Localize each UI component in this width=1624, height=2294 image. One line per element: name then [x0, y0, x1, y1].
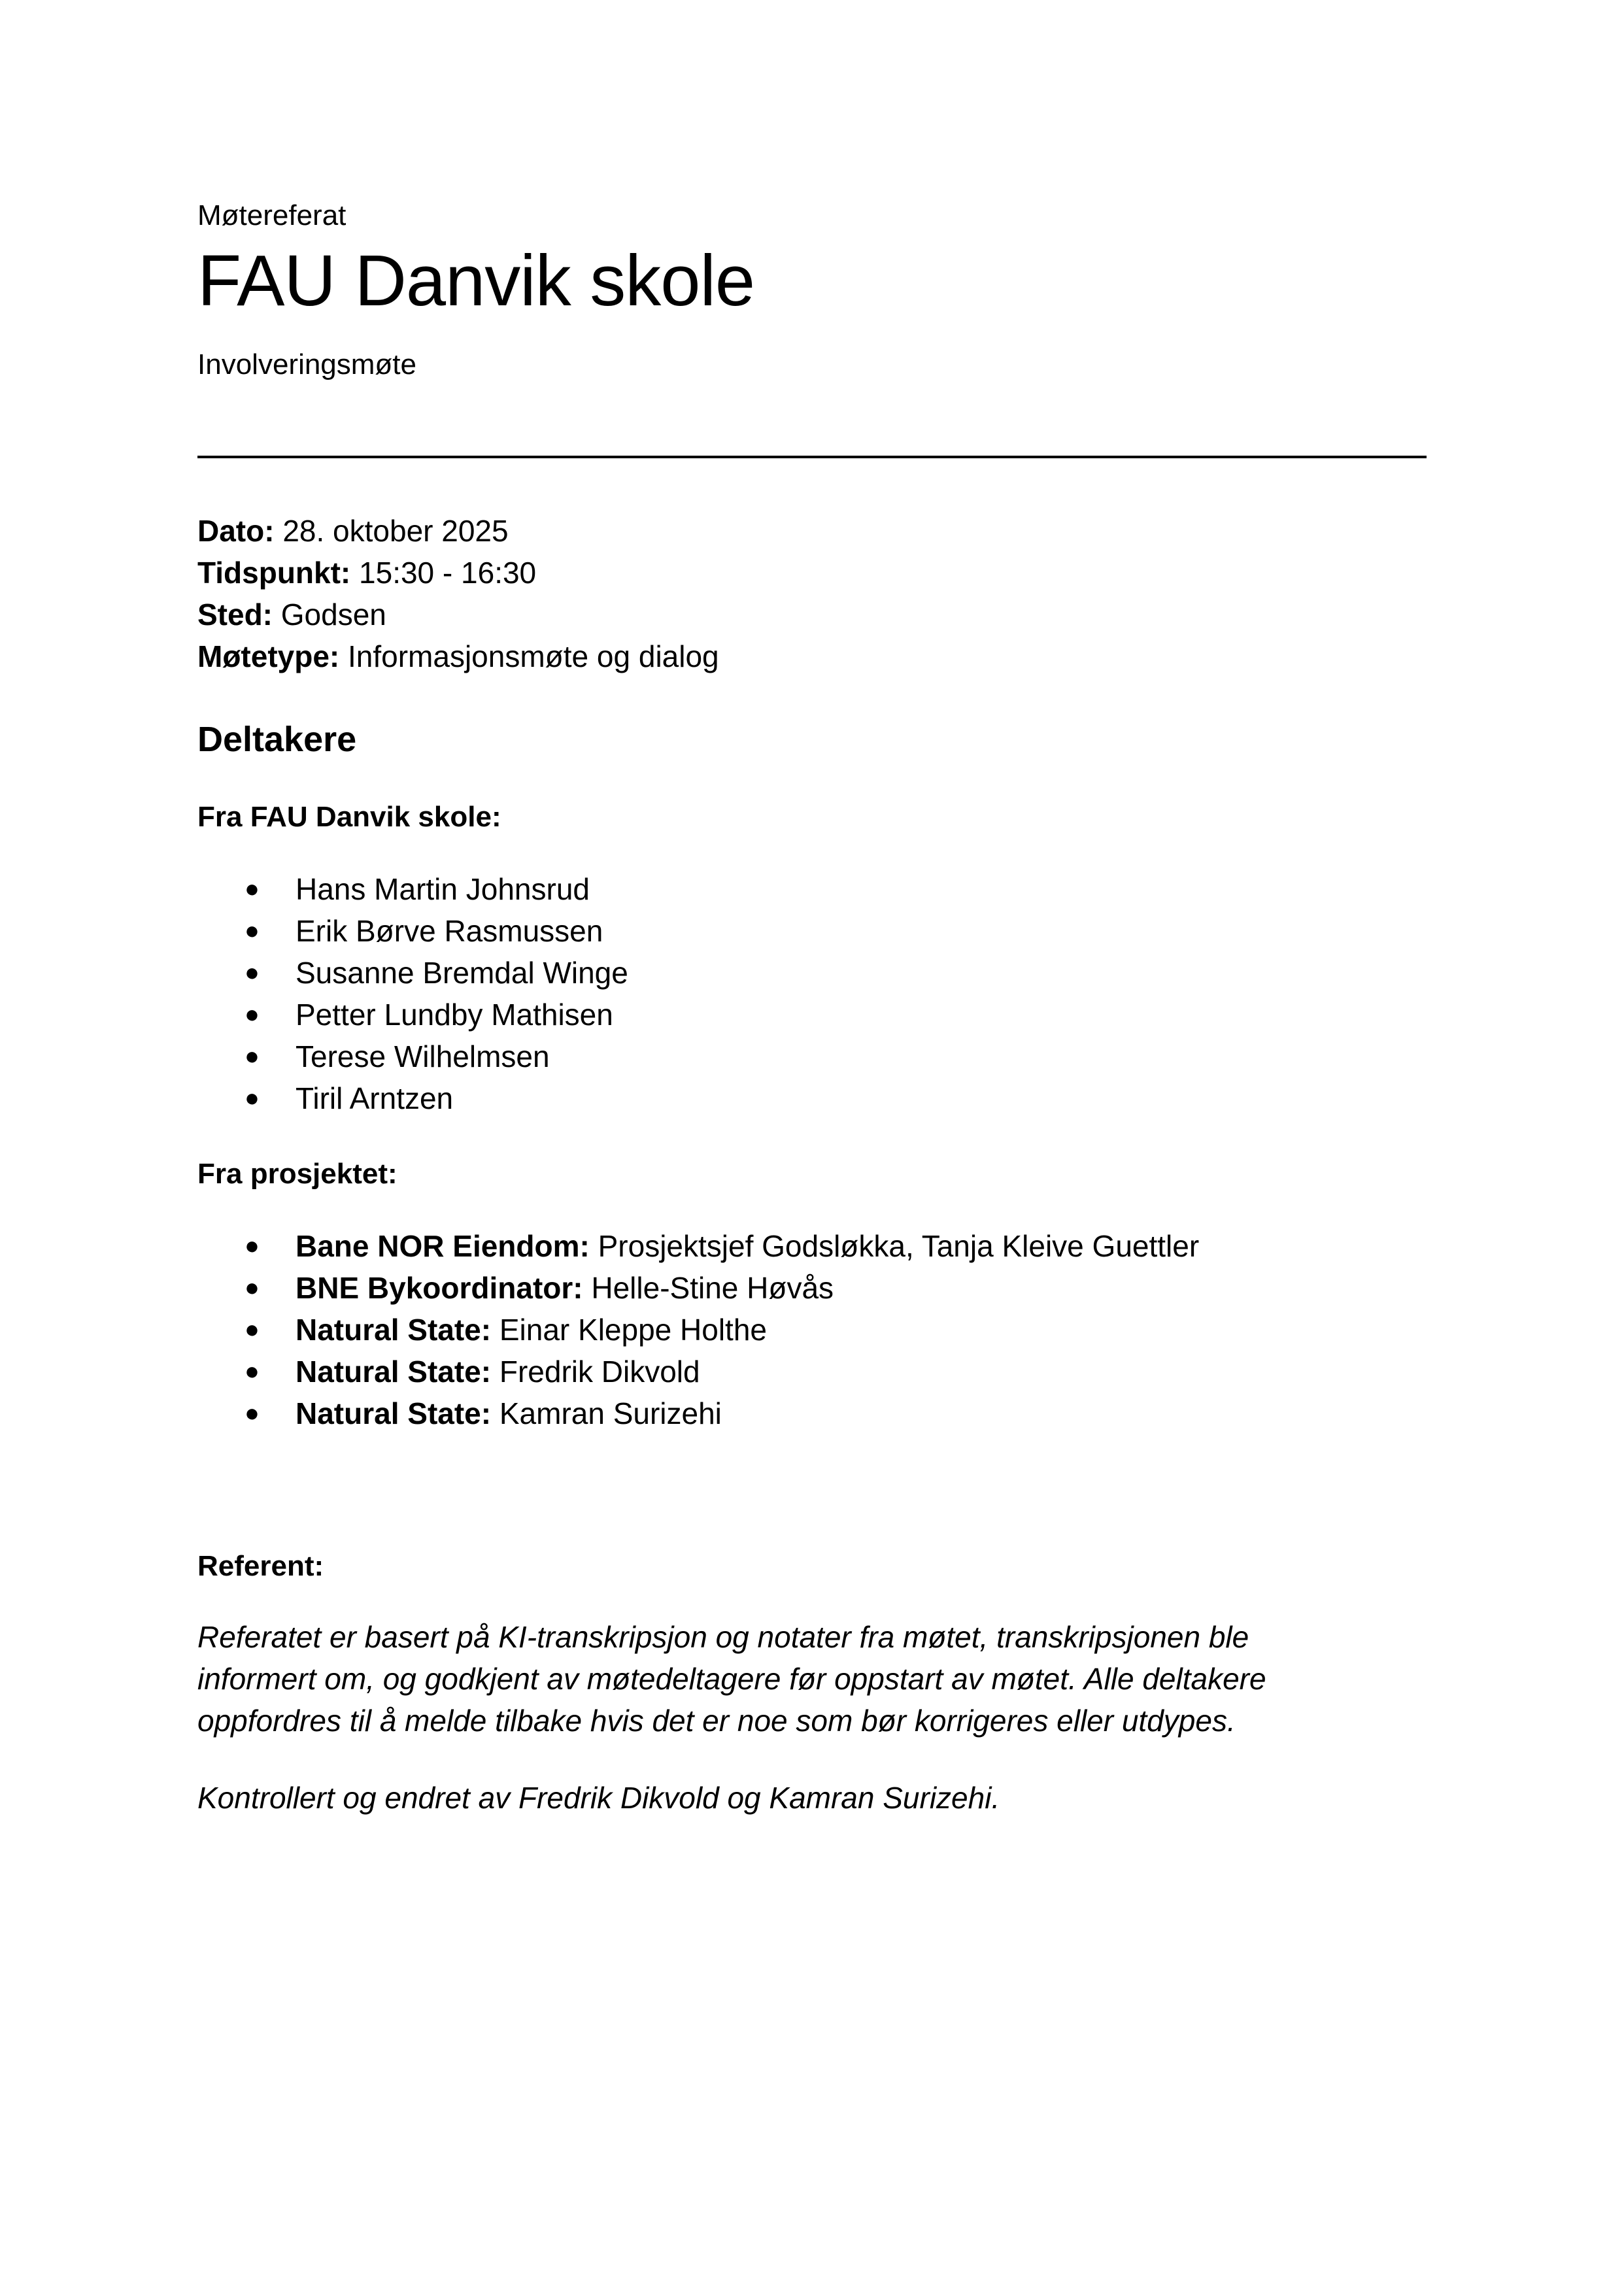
document-subtitle: Involveringsmøte: [197, 348, 417, 380]
bullet-icon: ●: [245, 959, 260, 987]
meta-type: [197, 635, 719, 677]
meta-place: [197, 594, 719, 635]
meta-time-value: 15:30 - 16:30: [359, 556, 537, 590]
project-member-org: Natural State:: [296, 1396, 492, 1430]
participants-heading: Deltakere: [197, 720, 357, 759]
fau-group-heading: Fra FAU Danvik skole:: [197, 801, 501, 833]
list-item: [197, 1077, 628, 1119]
bullet-icon: ●: [245, 1316, 260, 1343]
bullet-icon: ●: [245, 875, 260, 903]
project-member-org: Bane NOR Eiendom:: [296, 1229, 590, 1263]
project-member-list: [197, 1225, 1199, 1434]
header-divider: [197, 456, 1427, 458]
list-item: [197, 1351, 1199, 1392]
referent-line: Referatet er basert på KI-transkripsjon og notater fra møtet, transkripsjonen ble: [197, 1620, 1249, 1654]
bullet-icon: ●: [245, 1400, 260, 1427]
list-item: [197, 1392, 1199, 1434]
fau-member-list: [197, 868, 628, 1119]
referent-paragraph: [197, 1616, 1427, 1742]
bullet-icon: ●: [245, 1001, 260, 1028]
list-item: [197, 952, 628, 994]
meta-type-key: Møtetype:: [197, 639, 340, 673]
project-member-org: Natural State:: [296, 1313, 492, 1347]
bullet-icon: ●: [245, 1358, 260, 1385]
meta-place-key: Sted:: [197, 598, 273, 632]
bullet-icon: ●: [245, 1085, 260, 1112]
project-member-name: Fredrik Dikvold: [499, 1355, 700, 1389]
list-item: [197, 1309, 1199, 1351]
referent-control-note: Kontrollert og endret av Fredrik Dikvold og Kamran Surizehi.: [197, 1781, 1000, 1815]
list-item: [197, 994, 628, 1036]
bullet-icon: ●: [245, 917, 260, 945]
project-group-heading: Fra prosjektet:: [197, 1158, 398, 1190]
list-item: [197, 1267, 1199, 1309]
meta-place-value: Godsen: [280, 598, 386, 632]
list-item: [197, 1036, 628, 1077]
fau-member-name: Terese Wilhelmsen: [296, 1039, 550, 1073]
meta-date-value: 28. oktober 2025: [282, 514, 509, 548]
meta-time-key: Tidspunkt:: [197, 556, 351, 590]
bullet-icon: ●: [245, 1043, 260, 1070]
referent-heading: Referent:: [197, 1550, 324, 1582]
project-member-name: Helle-Stine Høvås: [591, 1271, 834, 1305]
fau-member-name: Hans Martin Johnsrud: [296, 872, 590, 906]
meta-type-value: Informasjonsmøte og dialog: [348, 639, 719, 673]
meta-time: [197, 552, 719, 594]
project-member-name: Prosjektsjef Godsløkka, Tanja Kleive Guettler: [598, 1229, 1200, 1263]
referent-line: oppfordres til å melde tilbake hvis det er noe som bør korrigeres eller utdypes.: [197, 1704, 1236, 1738]
bullet-icon: ●: [245, 1274, 260, 1302]
bullet-icon: ●: [245, 1232, 260, 1260]
fau-member-name: Erik Børve Rasmussen: [296, 914, 603, 948]
meta-date-key: Dato:: [197, 514, 275, 548]
document-type-label: Møtereferat: [197, 199, 347, 231]
fau-member-name: Petter Lundby Mathisen: [296, 998, 613, 1032]
meta-date: [197, 510, 719, 552]
referent-line: informert om, og godkjent av møtedeltagere før oppstart av møtet. Alle deltakere: [197, 1662, 1266, 1696]
project-member-org: Natural State:: [296, 1355, 492, 1389]
document-title: FAU Danvik skole: [197, 241, 755, 321]
project-member-org: BNE Bykoordinator:: [296, 1271, 583, 1305]
project-member-name: Einar Kleppe Holthe: [499, 1313, 768, 1347]
list-item: [197, 868, 628, 910]
list-item: [197, 910, 628, 952]
fau-member-name: Susanne Bremdal Winge: [296, 956, 628, 990]
project-member-name: Kamran Surizehi: [499, 1396, 722, 1430]
fau-member-name: Tiril Arntzen: [296, 1081, 454, 1115]
meeting-meta: [197, 510, 719, 677]
list-item: [197, 1225, 1199, 1267]
